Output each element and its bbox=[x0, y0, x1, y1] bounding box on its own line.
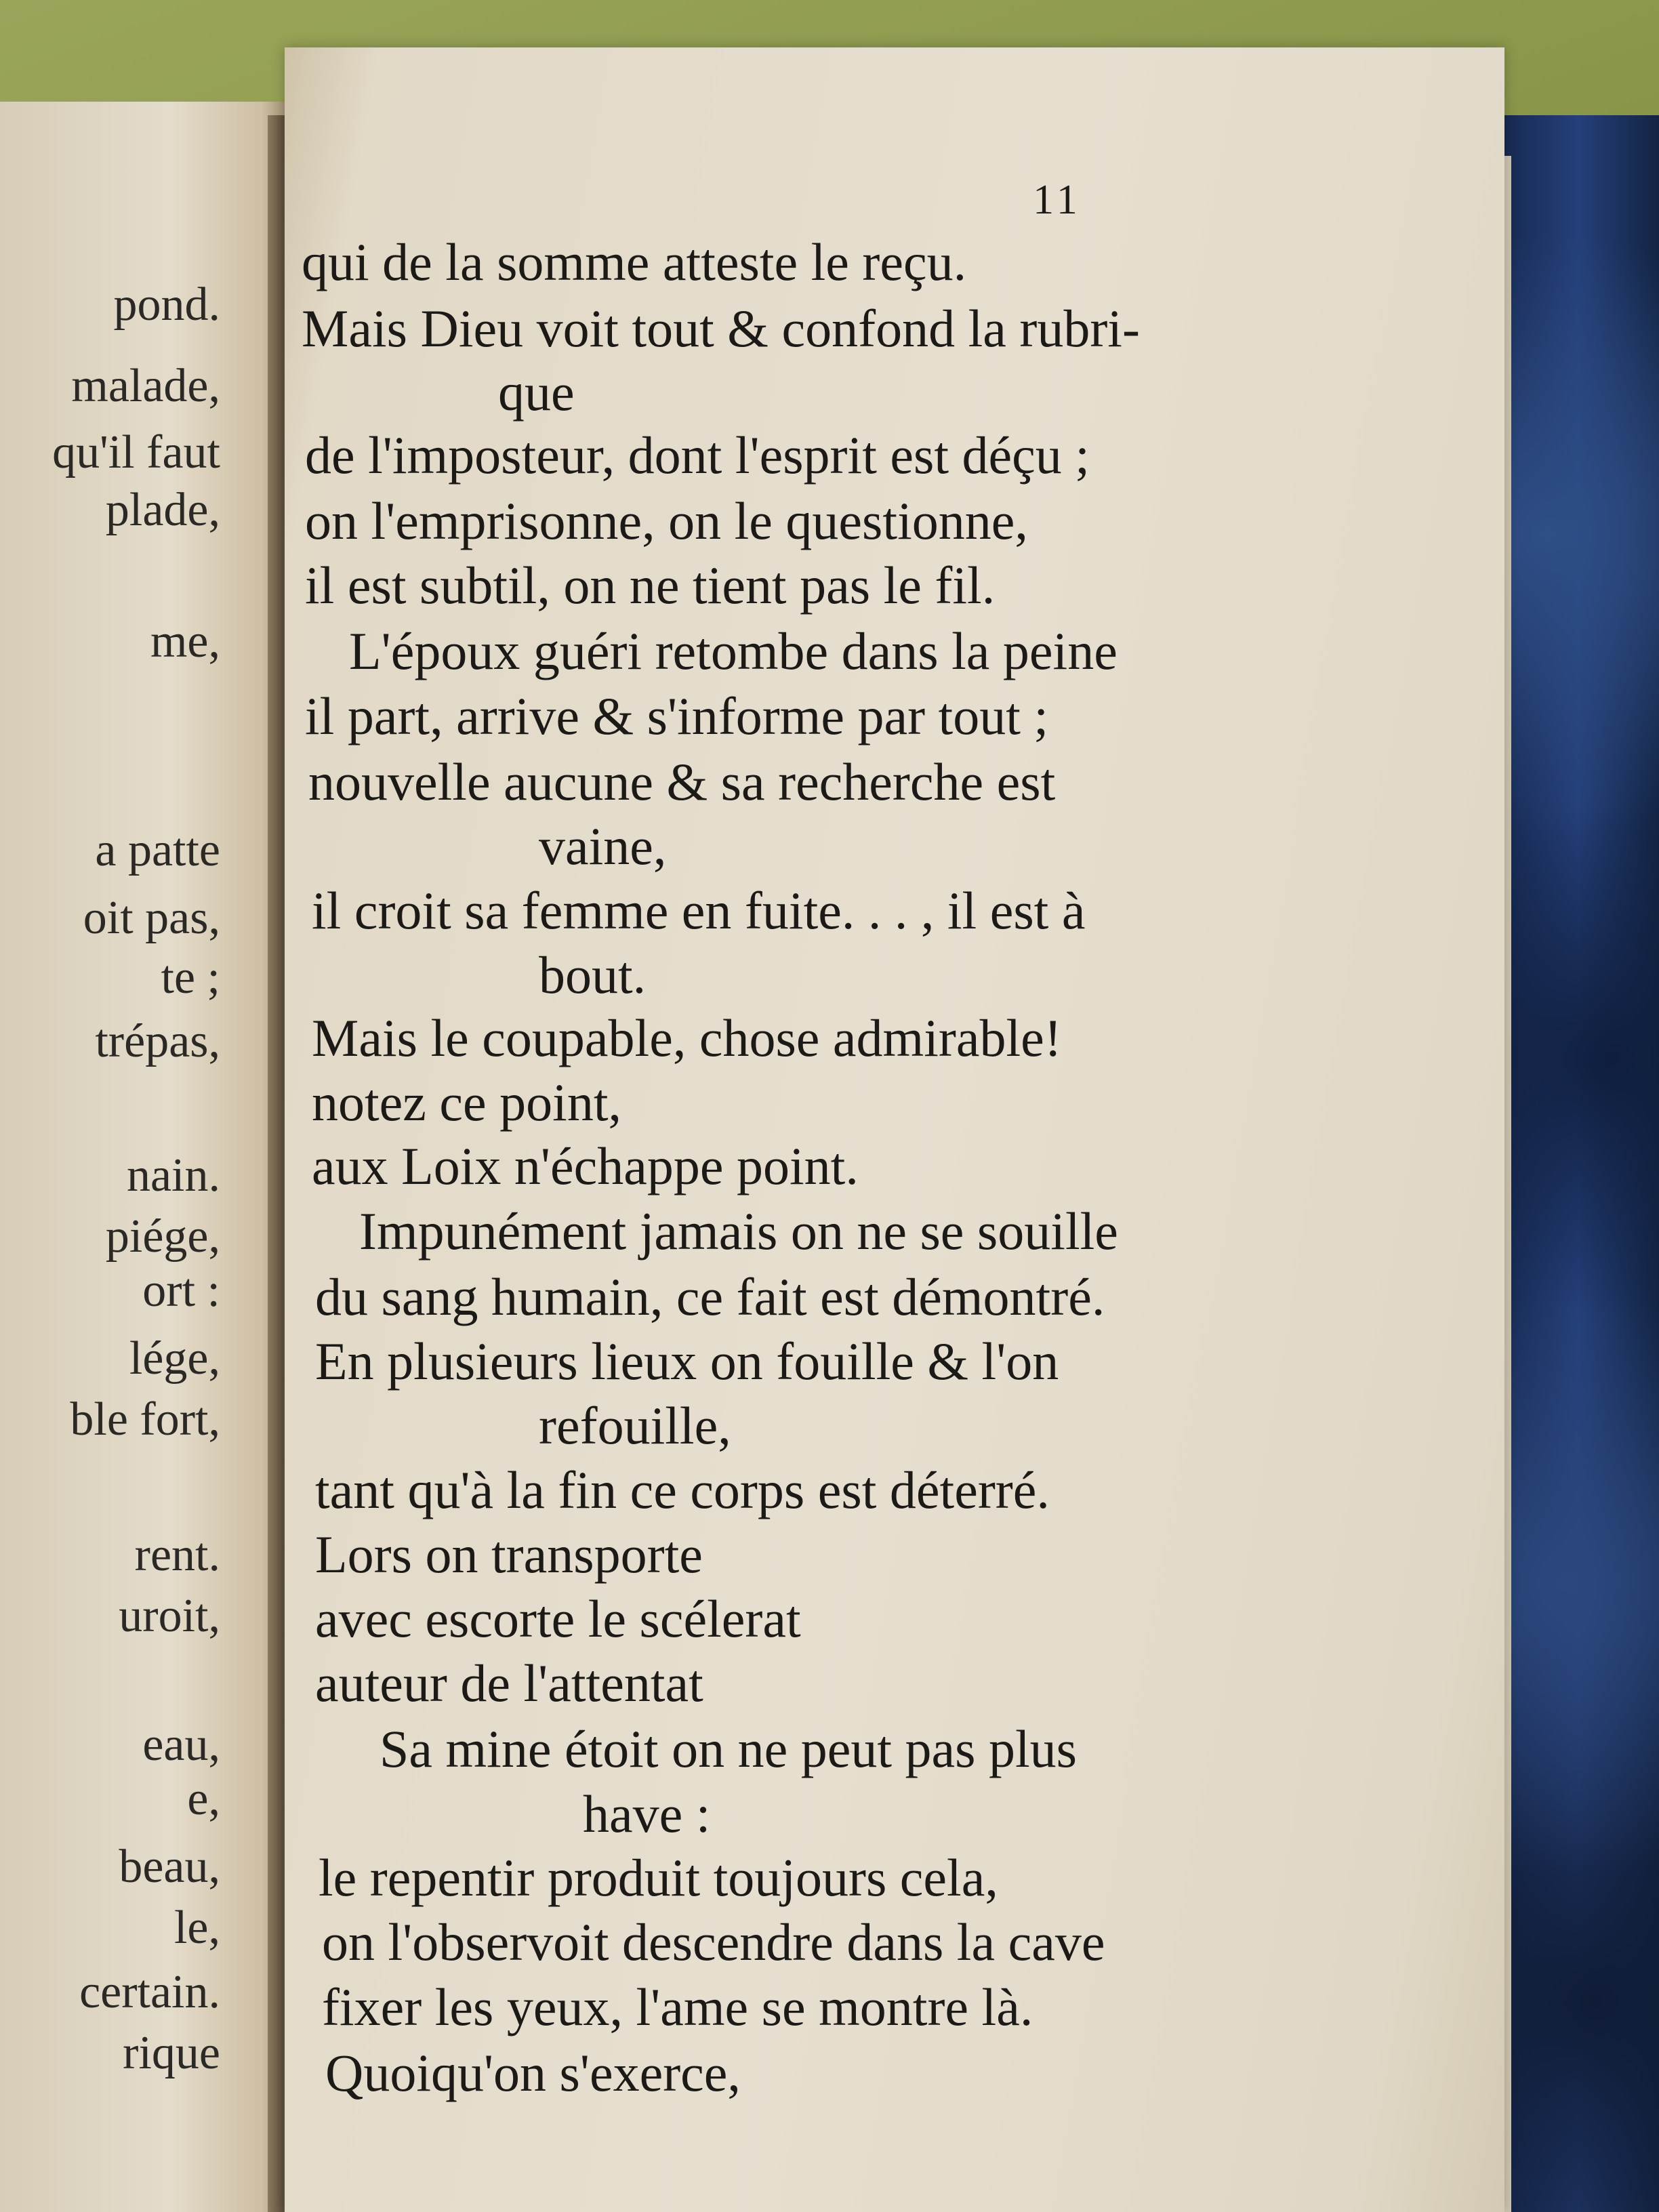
text-line: avec escorte le scélerat bbox=[315, 1589, 801, 1648]
text-line: notez ce point, bbox=[312, 1073, 621, 1132]
text-line: Mais le coupable, chose admirable! bbox=[312, 1008, 1062, 1067]
left-page-line: a patte bbox=[95, 824, 220, 876]
text-line: qui de la somme atteste le reçu. bbox=[302, 232, 967, 291]
text-line: il croit sa femme en fuite. . . , il est à bbox=[312, 881, 1086, 940]
text-line: have : bbox=[583, 1784, 711, 1843]
text-line: le repentir produit toujours cela, bbox=[319, 1848, 998, 1907]
left-page-line: oit pas, bbox=[83, 892, 220, 944]
left-page-line: certain. bbox=[79, 1966, 220, 2018]
text-line: Lors on transporte bbox=[315, 1525, 703, 1584]
left-page-line: ort : bbox=[142, 1265, 220, 1317]
text-line: vaine, bbox=[539, 817, 667, 876]
left-page-line: trépas, bbox=[95, 1015, 220, 1067]
left-page-line: e, bbox=[187, 1773, 220, 1825]
text-line: nouvelle aucune & sa recherche est bbox=[308, 752, 1056, 811]
text-line: Impunément jamais on ne se souille bbox=[359, 1202, 1118, 1261]
left-page-line: te ; bbox=[161, 951, 220, 1004]
text-line: auteur de l'attentat bbox=[315, 1654, 703, 1713]
left-page-line: qu'il faut bbox=[52, 426, 220, 478]
text-line: aux Loix n'échappe point. bbox=[312, 1136, 859, 1195]
left-page-line: rent. bbox=[134, 1529, 220, 1581]
text-line: il est subtil, on ne tient pas le fil. bbox=[305, 556, 996, 615]
text-line: tant qu'à la fin ce corps est déterré. bbox=[315, 1460, 1050, 1519]
left-page-line: beau, bbox=[119, 1841, 220, 1893]
text-line: En plusieurs lieux on fouille & l'on bbox=[315, 1332, 1059, 1391]
left-page-line: plade, bbox=[105, 484, 220, 536]
text-line: que bbox=[498, 363, 575, 422]
text-line: fixer les yeux, l'ame se montre là. bbox=[322, 1978, 1033, 2036]
text-line: Sa mine étoit on ne peut pas plus bbox=[380, 1719, 1078, 1778]
left-page-line: nain. bbox=[126, 1149, 220, 1202]
left-page-line: ble fort, bbox=[70, 1393, 220, 1446]
left-page-line: malade, bbox=[71, 360, 220, 412]
text-line: il part, arrive & s'informe par tout ; bbox=[305, 687, 1049, 745]
text-line: on l'emprisonne, on le questionne, bbox=[305, 491, 1028, 550]
text-line: bout. bbox=[539, 945, 647, 1004]
left-page bbox=[0, 102, 285, 2212]
left-page-line: rique bbox=[123, 2027, 220, 2079]
text-line: de l'imposteur, dont l'esprit est déçu ; bbox=[305, 426, 1090, 485]
text-line: L'époux guéri retombe dans la peine bbox=[349, 621, 1118, 680]
text-line: on l'observoit descendre dans la cave bbox=[322, 1912, 1105, 1971]
text-line: Mais Dieu voit tout & confond la rubri- bbox=[302, 299, 1140, 358]
left-page-line: lége, bbox=[129, 1332, 220, 1385]
left-page-line: me, bbox=[150, 615, 220, 668]
book-cover-marbled bbox=[1498, 115, 1659, 2212]
text-line: Quoiqu'on s'exerce, bbox=[325, 2043, 741, 2102]
left-page-line: le, bbox=[173, 1902, 220, 1954]
left-page-line: uroit, bbox=[119, 1590, 220, 1642]
left-page-line: pond. bbox=[113, 279, 220, 331]
text-line: refouille, bbox=[539, 1396, 731, 1455]
page-number: 11 bbox=[1033, 177, 1082, 223]
left-page-line: piége, bbox=[105, 1210, 220, 1263]
left-page-line: eau, bbox=[142, 1719, 220, 1771]
right-page bbox=[285, 47, 1504, 2212]
text-line: du sang humain, ce fait est démontré. bbox=[315, 1267, 1105, 1326]
